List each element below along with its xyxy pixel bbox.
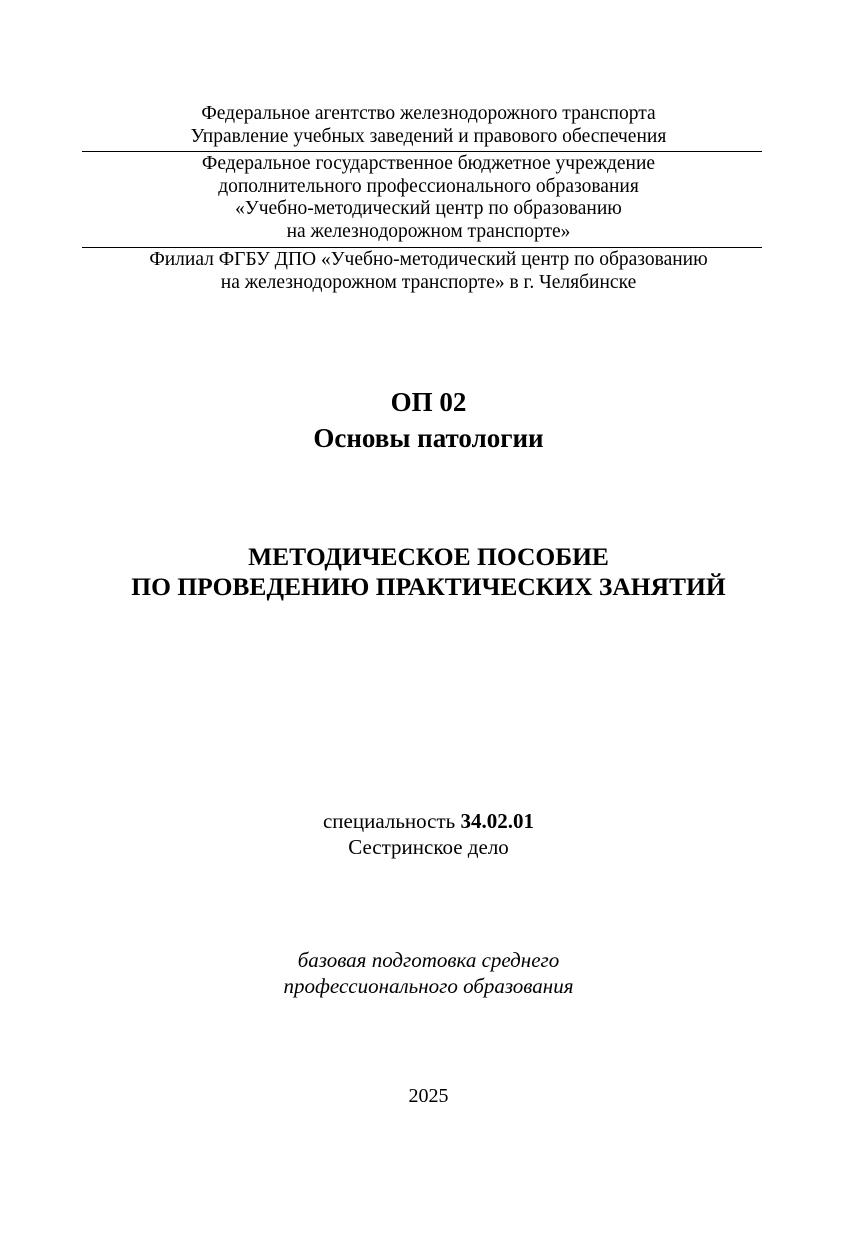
institution-line: Федеральное государственное бюджетное учреждение	[201, 153, 656, 174]
institution-line: на железнодорожном транспорте»	[286, 220, 571, 242]
agency-block	[0, 103, 857, 148]
divider-rule	[82, 247, 762, 248]
training-level-line: профессионального образования	[283, 974, 574, 998]
institution-block	[0, 153, 857, 243]
discipline-name: Основы патологии	[313, 423, 544, 453]
publication-year	[0, 1084, 857, 1108]
discipline-title	[0, 384, 857, 456]
institution-line: дополнительного профессионального образования	[218, 175, 639, 197]
divider-rule	[82, 151, 762, 152]
specialty-code: 34.02.01	[460, 809, 534, 833]
specialty-label: специальность	[322, 809, 456, 833]
year-text: 2025	[408, 1085, 449, 1107]
institution-line: «Учебно-методический центр по образованию	[235, 198, 622, 219]
specialty-block	[0, 808, 857, 860]
branch-line: на железнодорожном транспорте» в г. Челябинске	[220, 271, 637, 293]
agency-line: Управление учебных заведений и правового обеспечения	[190, 125, 667, 147]
document-type	[0, 542, 857, 602]
branch-block	[0, 249, 857, 294]
training-level	[0, 947, 857, 999]
branch-line: Филиал ФГБУ ДПО «Учебно-методический центр по образованию	[149, 249, 708, 270]
specialty-code-line	[0, 808, 857, 834]
discipline-code: ОП 02	[390, 387, 467, 417]
document-type-line: ПО ПРОВЕДЕНИЮ ПРАКТИЧЕСКИХ ЗАНЯТИЙ	[131, 572, 726, 601]
specialty-name: Сестринское дело	[348, 835, 509, 859]
training-level-line: базовая подготовка среднего	[297, 948, 560, 972]
document-type-line: МЕТОДИЧЕСКОЕ ПОСОБИЕ	[248, 542, 609, 571]
agency-line: Федеральное агентство железнодорожного транспорта	[201, 103, 656, 124]
